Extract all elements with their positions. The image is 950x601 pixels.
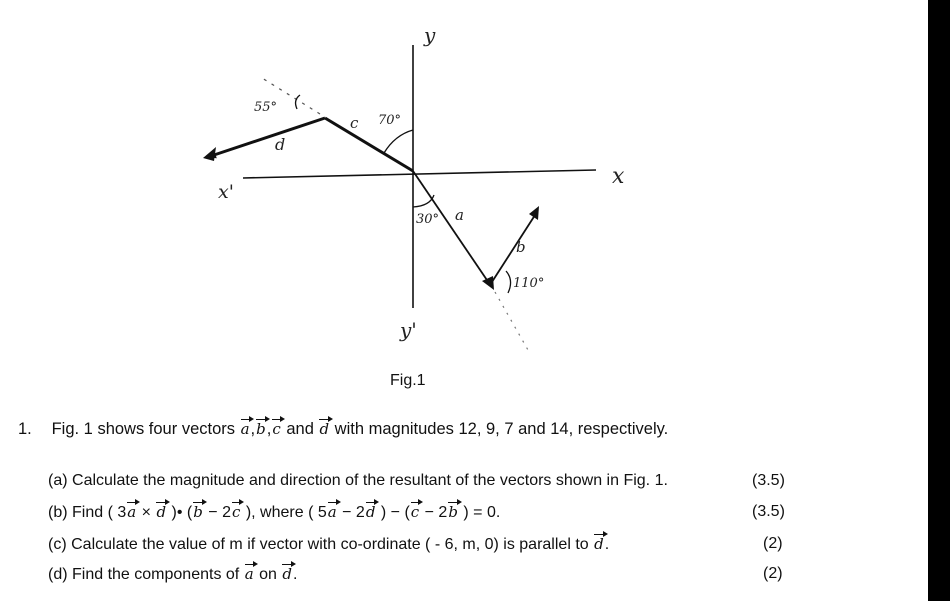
part-b-vec-a-2: a [327,503,337,521]
part-c-vec-d: d [594,535,604,553]
vector-b-label: b [516,238,526,256]
part-b-vec-c-2: c [410,503,420,521]
stem-text-2: and [286,420,314,438]
part-d-text-3: . [292,566,298,583]
part-b-text-9: ) = 0. [458,504,501,521]
part-a-marks: (3.5) [752,472,785,489]
vector-d-label: d [275,135,286,154]
vector-d [208,118,325,157]
y-prime-axis-label: y' [400,318,417,342]
part-b-vec-d-1: d [156,503,167,521]
vector-a-extension [495,292,528,350]
part-b-label: (b) [48,504,68,521]
part-b-vec-b-1: b [193,503,203,521]
part-d-vec-a: a [244,565,254,583]
stem-text-1: Fig. 1 shows four vectors [51,420,235,438]
stem-vec-c: c [272,420,281,438]
vector-c-label: c [350,114,359,132]
right-edge-bar [928,0,950,601]
angle-label-a: 30° [416,212,440,227]
part-a-label: (a) [48,472,68,489]
x-prime-axis-label: x' [218,181,234,203]
part-b-text-8: − 2 [420,504,448,521]
vector-a [413,171,491,286]
stem-sep-2: , [266,420,272,438]
part-b-vec-c-1: c [231,503,241,521]
stem-vec-b: b [256,420,266,438]
part-b-text-2: × [137,504,156,521]
y-axis-label: y [424,23,436,47]
part-d-label: (d) [48,566,68,583]
part-b-vec-d-2: d [365,503,376,521]
part-b-text-7: ) − ( [376,504,410,521]
angle-label-d: 55° [254,100,278,115]
vector-b [490,212,537,285]
vector-a-label: a [455,206,464,224]
part-b-text-6: − 2 [337,504,365,521]
part-d-vec-d: d [282,565,292,583]
angle-arc-b [506,271,511,293]
part-b [48,503,500,522]
angle-arc-d [296,95,300,109]
angle-label-c: 70° [378,113,402,128]
stem-text-3: with magnitudes 12, 9, 7 and 14, respectively. [334,420,669,438]
stem-vec-d: d [319,420,330,438]
question-number: 1. [18,420,32,438]
figure-caption: Fig.1 [390,372,426,389]
part-d-text-2: on [259,566,277,583]
vector-d-arrowhead [203,147,216,161]
part-c-text-2: . [604,536,610,553]
angle-arc-c [384,130,413,153]
part-b-text-3: )• ( [167,504,193,521]
part-c [48,535,609,554]
part-c-text-1: Calculate the value of m if vector with co-ordinate ( - 6, m, 0) is parallel to [71,536,589,553]
angle-label-b: 110° [513,276,545,291]
part-b-marks: (3.5) [752,503,785,520]
part-d [48,565,297,584]
part-b-vec-a-1: a [127,503,137,521]
part-b-text-1: Find ( 3 [72,504,127,521]
part-d-marks: (2) [763,565,783,582]
part-a-text: Calculate the magnitude and direction of the resultant of the vectors shown in Fig. 1. [72,472,668,489]
part-c-marks: (2) [763,535,783,552]
part-a [48,472,668,490]
part-b-text-4: − 2 [203,504,231,521]
stem-sep-1: , [250,420,256,438]
question-stem [18,420,668,439]
x-axis [243,170,596,178]
x-axis-label: x [612,164,625,189]
part-b-text-5: ), where ( 5 [241,504,327,521]
part-b-vec-b-2: b [448,503,458,521]
part-c-label: (c) [48,536,67,553]
stem-vec-a: a [240,420,250,438]
part-d-text-1: Find the components of [72,566,240,583]
